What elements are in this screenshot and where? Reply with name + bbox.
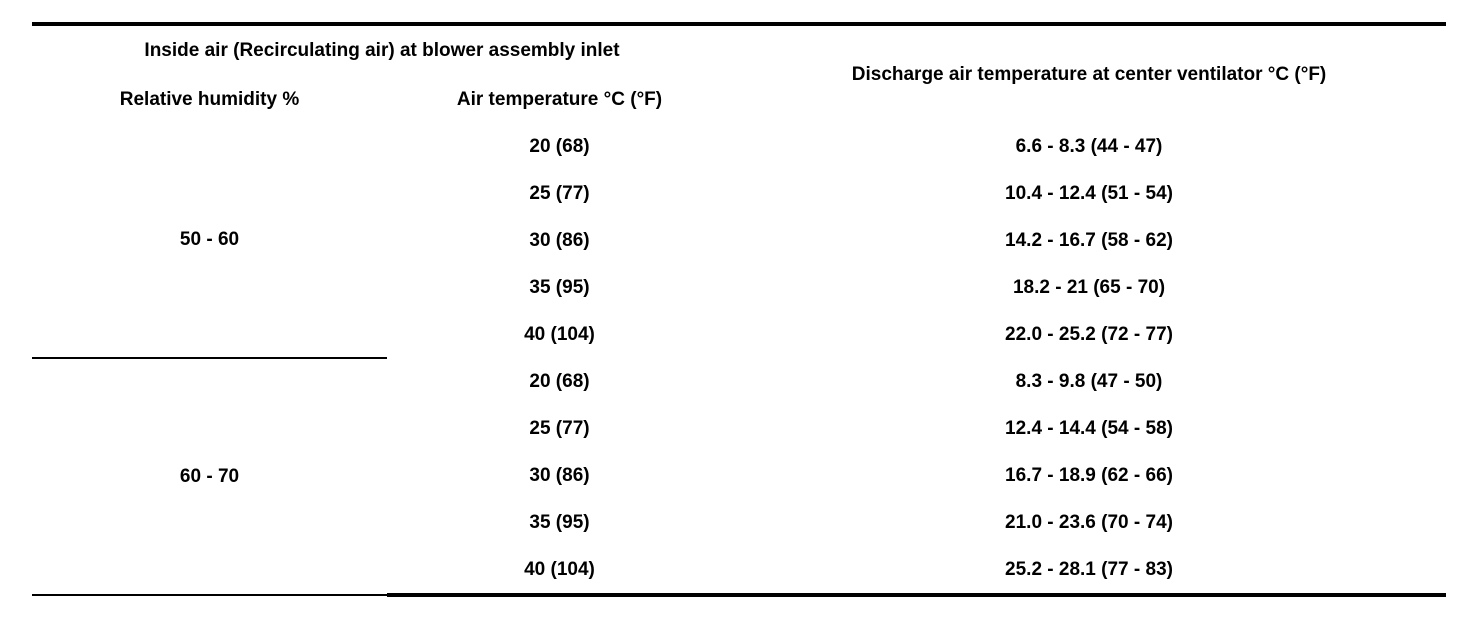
discharge-temperature-cell: 25.2 - 28.1 (77 - 83) [732, 546, 1446, 595]
air-temperature-cell: 40 (104) [387, 546, 732, 595]
relative-humidity-cell: 60 - 70 [32, 358, 387, 595]
header-row-1 [32, 24, 1446, 76]
discharge-air-header: Discharge air temperature at center ventilator °C (°F) [732, 24, 1446, 123]
air-temperature-cell: 30 (86) [529, 229, 590, 251]
discharge-temperature-cell: 12.4 - 14.4 (54 - 58) [1005, 417, 1173, 439]
discharge-temperature-cell: 21.0 - 23.6 (70 - 74) [1005, 511, 1173, 533]
air-temperature-cell: 30 (86) [529, 464, 590, 486]
relative-humidity-cell: 50 - 60 [32, 123, 387, 358]
discharge-temperature-cell: 6.6 - 8.3 (44 - 47) [1015, 135, 1163, 157]
air-temperature-cell: 25 (77) [529, 182, 590, 204]
discharge-temperature-cell: 22.0 - 25.2 (72 - 77) [1005, 323, 1173, 345]
discharge-temperature-cell: 10.4 - 12.4 (51 - 54) [1005, 182, 1173, 204]
inside-air-group-header: Inside air (Recirculating air) at blower assembly inlet [32, 24, 732, 76]
table-row [32, 358, 1446, 405]
air-temperature-cell: 20 (68) [529, 135, 590, 157]
discharge-temperature-cell: 8.3 - 9.8 (47 - 50) [1015, 370, 1163, 392]
table-row [32, 123, 1446, 170]
air-temperature-cell: 40 (104) [524, 323, 595, 345]
air-temperature-cell: 35 (95) [529, 276, 590, 298]
relative-humidity-header: Relative humidity % [119, 88, 300, 110]
air-temperature-cell: 25 (77) [529, 417, 590, 439]
discharge-temperature-cell: 18.2 - 21 (65 - 70) [1012, 276, 1166, 298]
air-temperature-header: Air temperature °C (°F) [456, 88, 663, 110]
discharge-temperature-cell: 14.2 - 16.7 (58 - 62) [1005, 229, 1173, 251]
air-temperature-cell: 20 (68) [529, 370, 590, 392]
discharge-temperature-table [32, 22, 1446, 597]
spec-table-container [32, 22, 1446, 597]
discharge-temperature-cell: 16.7 - 18.9 (62 - 66) [1005, 464, 1173, 486]
air-temperature-cell: 35 (95) [529, 511, 590, 533]
